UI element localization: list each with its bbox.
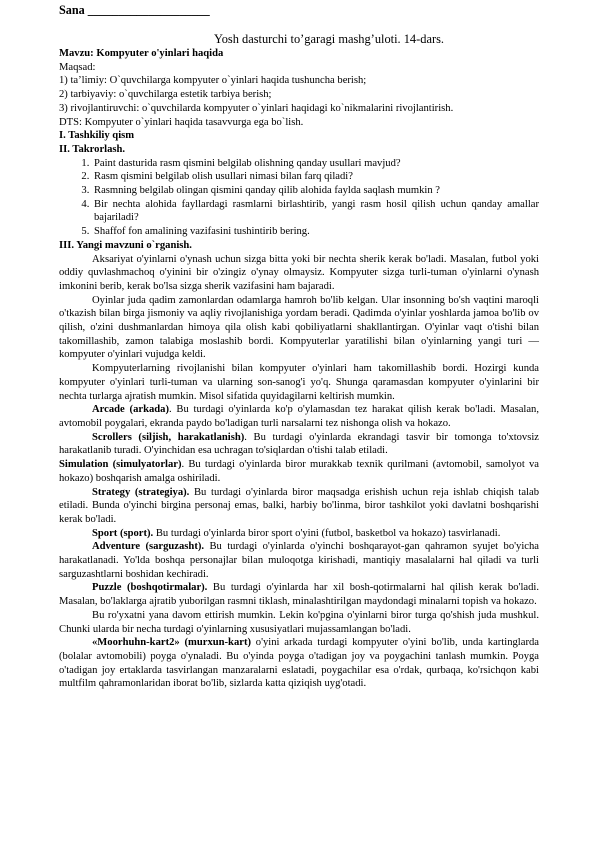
section-organizational: I. Tashkiliy qism bbox=[59, 130, 135, 142]
lesson-title: Yosh dasturchi to’garagi mashg’uloti. 14-dars. bbox=[213, 32, 444, 46]
game-title: «Moorhuhn-kart2» (murxun-kart) bbox=[92, 637, 251, 649]
genre-description: Bu turdagi o'yinlarda biror sport o'yini (futbol, basketbol va hokazo) tasvirlanadi. bbox=[153, 527, 501, 539]
dts-line: DTS: Kompyuter o`yinlari haqida tasavvurga ega bo`lish. bbox=[59, 116, 304, 128]
lesson-plan bbox=[59, 3, 539, 691]
paragraph-moorhuhn bbox=[59, 636, 539, 691]
section-new-topic: III. Yangi mavzuni o`rganish. bbox=[59, 239, 192, 251]
goal-educational: 1) ta’limiy: O`quvchilarga kompyuter o`yinlari haqida tushuncha berish; bbox=[59, 75, 367, 87]
paragraph-continue: Bu ro'yxatni yana davom ettirish mumkin. Lekin ko'pgina o'yinlarni biror turga qo'shish juda mushkul. Chunki ularda bir necha turdagi o'yinlarning xususiyatlari mujassamlangan bo'ladi. bbox=[59, 609, 539, 635]
question-item: 3. Rasmning belgilab olingan qismini qanday qilib alohida faylda saqlash mumkin ? bbox=[92, 184, 539, 198]
review-questions bbox=[59, 157, 539, 239]
goal-upbringing: 2) tarbiyaviy: o`quvchilarga estetik tarbiya berish; bbox=[59, 89, 272, 101]
goal-heading: Maqsad: bbox=[59, 61, 96, 73]
question-item: 1. Paint dasturida rasm qismini belgilab olishning qanday usullari mavjud? bbox=[92, 157, 539, 171]
genre-description: . Bu turdagi o'yinlarda biror murakkab texnik qurilmani (avtomobil, samolyot va hokazo) boshqarish amalga oshiriladi. bbox=[59, 459, 539, 484]
genre-label: Arcade (arkada) bbox=[92, 404, 169, 416]
section-review: II. Takrorlash. bbox=[59, 143, 126, 155]
genre-puzzle bbox=[59, 581, 539, 608]
genre-description: . Bu turdagi o'yinlarda ekrandagi tasvir bir tomonga to'xtovsiz harakatlanib turadi. O'yinchidan esa uchragan to'siqlardan o'tishi talab etiladi. bbox=[59, 431, 540, 457]
genre-label: Puzzle (boshqotirmalar). bbox=[92, 582, 208, 594]
genre-scrollers bbox=[59, 431, 539, 458]
game-description: o'yini arkada turdagi kompyuter o'yini bo'lib, unda kartinglarda (bolalar avtomobili) poyga o'ynaladi. Bu o'yinda poyga o'tadigan joy va poygachini tanlash mumkin. Poyga o'tadigan joy ertaklarda tasvirlangan manzaralarni eslatadi, poygachilar esa o'rdak, qurbaqa, ko'rsichqon kabi multfilm qahramonlaridan iborat bo'lib, sizlarda katta qiziqish uyg'otadi. bbox=[59, 637, 539, 690]
genre-adventure bbox=[59, 540, 539, 581]
genre-simulation bbox=[59, 458, 539, 485]
genre-description: Bu turdagi o'yinlarda biror maqsadga erishish uchun reja ishlab chiqish talab etiladi. Bunda o'yinchi birgina personaj emas, balki, harbiy bo'linma, biror tashkilot yoki davlatni boshqarishi kerak bo'ladi. bbox=[59, 486, 539, 525]
date-line: Sana ____________________ bbox=[59, 3, 210, 17]
genre-sport bbox=[59, 527, 539, 541]
goal-developmental: 3) rivojlantiruvchi: o`quvchilarda kompyuter o`yinlari haqidagi ko`nikmalarini rivojlantirish. bbox=[59, 102, 454, 114]
genre-label: Strategy (strategiya). bbox=[92, 486, 190, 498]
genre-label: Sport (sport). bbox=[92, 527, 154, 539]
genre-strategy bbox=[59, 486, 539, 527]
question-item: 4. Bir nechta alohida fayllardagi rasmlarni birlashtirib, yangi rasm hosil qilish uchun qanday amallar bajariladi? bbox=[92, 198, 539, 225]
question-item: 2. Rasm qismini belgilab olish usullari nimasi bilan farq qiladi? bbox=[92, 170, 539, 184]
genre-label: Scrollers (siljish, harakatlanish) bbox=[92, 431, 245, 443]
paragraph-partners: Aksariyat o'yinlarni o'ynash uchun sizga bitta yoki bir nechta sherik kerak bo'ladi. Masalan, futbol yoki oddiy quvlashmachoq o'yinini bir o'zingiz o'ynay olmaysiz. Kompyuter sizga turli-tuman o'yinlarni o'ynash imkonini berib, kerak bo'lsa sizga sherik vazifasini ham bajaradi. bbox=[59, 253, 539, 292]
genre-description: Bu turdagi o'yinlarda o'yinchi boshqarayot-gan qahramon syujet bo'yicha harakatlanadi. Yo'lda boshqa personajlar bilan muloqotga kirishadi, mantiqiy masalalarni hal qiladi va turli sarguzashtlarni boshidan kechiradi. bbox=[59, 541, 539, 580]
paragraph-types-intro: Kompyuterlarning rivojlanishi bilan kompyuter o'yinlari ham takomillashib bordi. Hozirgi kunda kompyuter o'yinlari turli-tuman va ularning son-sanog'i yo'q. Shunga qaramasdan kompyuter o'yinlarini bir nechta turlarga ajratish mumkin. Misol sifatida quyidagilarni keltirish mumkin. bbox=[59, 363, 539, 402]
genre-label: Simulation (simulyatorlar) bbox=[59, 459, 182, 471]
genre-description: . Bu turdagi o'yinlarda ko'p o'ylamasdan tez harakat qilish kerak bo'ladi. Masalan, avtomobil poygalari, ekranda paydo bo'ladigan turli narsalarni tez nishonga olish va hokazo. bbox=[59, 404, 539, 429]
question-item: 5. Shaffof fon amalining vazifasini tushintirib bering. bbox=[92, 225, 539, 239]
paragraph-history: Oyinlar juda qadim zamonlardan odamlarga hamroh bo'lib kelgan. Ular insonning bo'sh vaqtini maroqli o'tkazish bilan birga jismoniy va aqliy rivojlanishiga yordam beradi. Qadimda o'yinlar yoshlarda jamoa bo'lib ov qilish, o'zini dushmanlardan himoya qila olish kabi qobiliyatlarni shakllantirgan. O'yinlar vaqt o'tishi bilan takomillashib, zamon talabiga moslashib bordi. Kompyuterlar yaratilishi bilan o'yinlarning yangi turi — kompyuter o'yinlari vujudga keldi. bbox=[59, 294, 539, 361]
genre-description: Bu turdagi o'yinlarda har xil bosh-qotirmalarni hal qilish kerak bo'ladi. Masalan, bo'laklarga ajratib yuborilgan rasmni tiklash, minalashtirilgan maydondagi minalarni topish va hokazo. bbox=[59, 582, 539, 608]
genre-label: Adventure (sarguzasht). bbox=[92, 541, 205, 553]
genre-arcade bbox=[59, 403, 539, 430]
topic-heading: Mavzu: Kompyuter o'yinlari haqida bbox=[59, 48, 224, 59]
